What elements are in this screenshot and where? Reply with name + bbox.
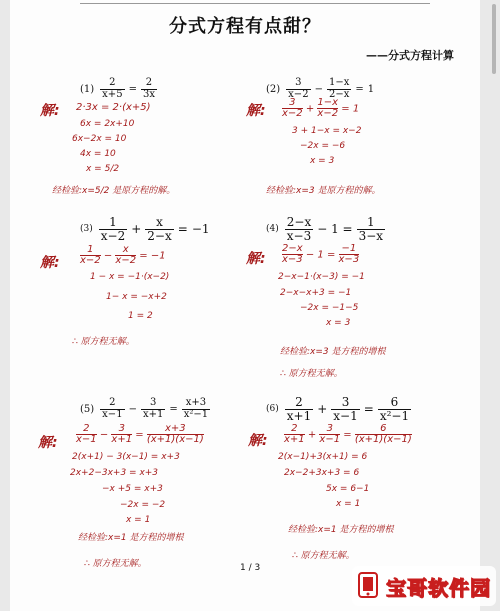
problem-number: (6) <box>266 404 279 415</box>
solution-step: 3 + 1−x = x−2 <box>292 126 362 136</box>
solution-step: −2x = −6 <box>300 141 346 151</box>
solution-step: 2−x−1·(x−3) = −1 <box>278 272 365 282</box>
solution-step: $\frac{2}{x+1}$ + $\frac{3}{x-1}$ = $\frac{6}{(x+1)(x-1)}$ <box>284 423 412 445</box>
solution-step: x = 3 <box>326 318 351 328</box>
solution-step: x = 1 <box>336 499 361 509</box>
conclusion-statement: ∴ 原方程无解。 <box>280 369 343 379</box>
solution-step: x = 3 <box>310 156 335 166</box>
check-statement: 经检验:x=1 是方程的增根 <box>78 533 184 543</box>
solution-step: 2(x+1) − 3(x−1) = x+3 <box>72 452 180 462</box>
solution-step: 2x+2−3x+3 = x+3 <box>70 468 159 478</box>
problem-number: (2) <box>266 83 281 95</box>
solution-step: 1 = 2 <box>128 311 153 321</box>
problem-number: (5) <box>80 403 95 415</box>
fraction: $\frac{2}{x-1}$ <box>102 397 123 420</box>
solution-step: −2x = −1−5 <box>300 303 359 313</box>
site-watermark <box>352 566 496 606</box>
solution-step: 2(x−1)+3(x+1) = 6 <box>278 452 368 462</box>
solution-step: 6x = 2x+10 <box>80 119 135 129</box>
solution-step: $\frac{1}{x-2}$ − $\frac{x}{x-2}$ = −1 <box>80 244 166 266</box>
solution-step: 6x−2x = 10 <box>72 134 127 144</box>
solution-step: 2−x−x+3 = −1 <box>280 288 352 298</box>
solution-step: x = 1 <box>126 515 151 525</box>
solution-step: 5x = 6−1 <box>326 484 370 494</box>
fraction: $\frac{2}{x+5}$ <box>102 77 123 100</box>
fraction: $\frac{x}{2-x}$ <box>147 215 172 243</box>
page-title: 分式方程有点甜？ <box>169 16 321 37</box>
conclusion-statement: ∴ 原方程无解。 <box>72 337 135 347</box>
solution-step: −x +5 = x+3 <box>102 484 163 494</box>
problem-number: (3) <box>80 224 93 235</box>
page-subtitle: ——分式方程计算 <box>366 49 454 62</box>
problem-1-equation: (1) $\frac{2}{x+5}$ = $\frac{2}{3x}$ <box>80 77 155 100</box>
problem-5-equation: (5) $\frac{2}{x-1}$ − $\frac{3}{x+1}$ = $\frac{x+3}{\text{x²−1}}$ <box>80 397 209 420</box>
fraction: $\frac{1}{x-2}$ <box>100 215 126 243</box>
fraction: $\frac{2-x}{x-3}$ <box>286 215 312 243</box>
fraction: $\frac{3}{x+1}$ <box>142 397 164 420</box>
solution-step: $\frac{2-x}{x-3}$ − 1 = $\frac{-1}{x-3}$ <box>282 243 360 265</box>
fraction: $\frac{2}{3x}$ <box>142 77 155 100</box>
solution-label: 解: <box>246 103 266 119</box>
scrollbar-thumb[interactable] <box>492 4 496 74</box>
watermark-text: 宝哥软件园 <box>386 575 491 600</box>
conclusion-statement: ∴ 原方程无解。 <box>292 551 355 561</box>
solution-label: 解: <box>38 435 58 451</box>
solution-step: x = 5/2 <box>86 164 120 174</box>
solution-step: $\frac{3}{x-2}$ + $\frac{1-x}{x-2}$ = 1 <box>282 97 360 119</box>
check-statement: 经检验:x=5/2 是原方程的解。 <box>52 186 176 196</box>
problem-3-equation: (3) $\frac{1}{x-2}$ + $\frac{x}{2-x}$ = −1 <box>80 215 210 243</box>
solution-step: $\frac{2}{x-1}$ − $\frac{3}{x+1}$ = $\frac{x+3}{(x+1)(x-1)}$ <box>76 423 204 445</box>
solution-label: 解: <box>40 103 60 119</box>
fraction: $\frac{1}{3-x}$ <box>358 215 384 243</box>
solution-step: 2·3x = 2·(x+5) <box>76 102 151 113</box>
document-page <box>10 0 480 611</box>
solution-step: −2x = −2 <box>120 500 166 510</box>
solution-label: 解: <box>248 433 268 449</box>
solution-step: 1 − x = −1·(x−2) <box>90 272 170 282</box>
fraction: $\frac{x+3}{\text{x²−1}}$ <box>183 397 209 420</box>
problem-2-equation: (2) $\frac{3}{x-2}$ − $\frac{1-x}{2-x}$ = 1 <box>266 77 375 100</box>
top-rule <box>80 3 430 4</box>
fraction: $\frac{1-x}{2-x}$ <box>328 77 350 100</box>
check-statement: 经检验:x=1 是方程的增根 <box>288 525 394 535</box>
fraction: $\frac{3}{x-1}$ <box>333 395 358 423</box>
check-statement: 经检验:x=3 是方程的增根 <box>280 347 386 357</box>
problem-number: (1) <box>80 83 95 95</box>
conclusion-statement: ∴ 原方程无解。 <box>84 559 147 569</box>
watermark-logo-icon <box>356 571 382 601</box>
problem-6-equation: (6) $\frac{2}{x+1}$ + $\frac{3}{x-1}$ = $\frac{6}{\text{x²−1}}$ <box>266 395 410 423</box>
fraction: $\frac{2}{x+1}$ <box>286 395 312 423</box>
solution-step: 2x−2+3x+3 = 6 <box>284 468 360 478</box>
fraction: $\frac{6}{\text{x²−1}}$ <box>379 395 410 423</box>
solution-step: 4x = 10 <box>80 149 116 159</box>
solution-label: 解: <box>246 251 266 267</box>
problem-4-equation: (4) $\frac{2-x}{x-3}$ − 1 = $\frac{1}{3-x}$ <box>266 215 384 243</box>
solution-label: 解: <box>40 255 60 271</box>
fraction: $\frac{3}{x-2}$ <box>288 77 309 100</box>
solution-step: 1− x = −x+2 <box>106 292 167 302</box>
page-indicator: 1 / 3 <box>240 563 261 573</box>
check-statement: 经检验:x=3 是原方程的解。 <box>266 186 381 196</box>
problem-number: (4) <box>266 224 279 235</box>
